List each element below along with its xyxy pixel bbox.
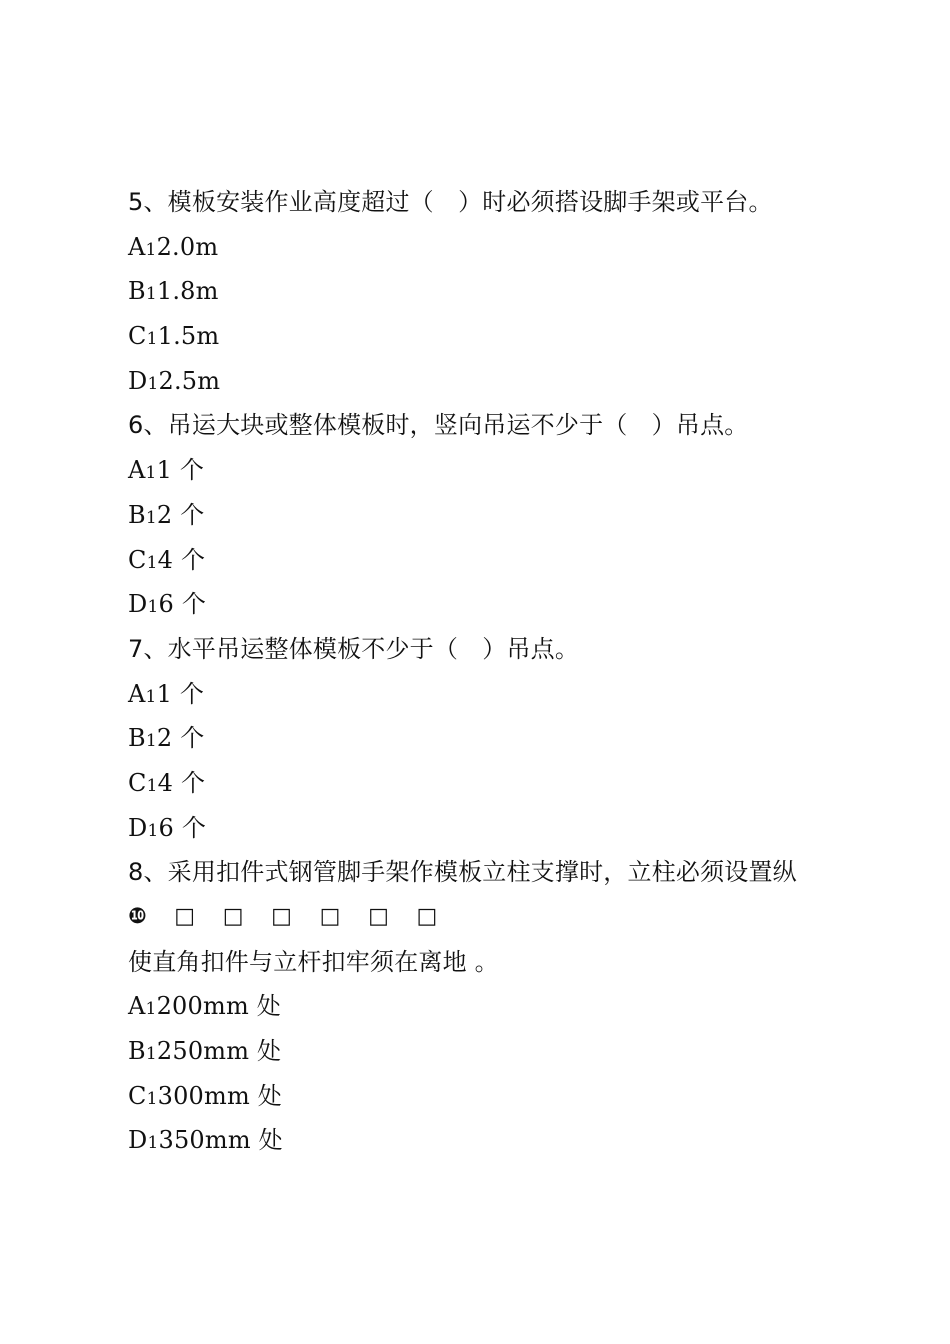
option-separator: 1 bbox=[145, 239, 157, 260]
option-unit: 个 bbox=[181, 590, 207, 619]
question-7-option-b bbox=[128, 716, 848, 761]
option-separator: 1 bbox=[145, 507, 157, 528]
question-8-option-b bbox=[128, 1029, 848, 1074]
question-6-stem: 6、吊运大块或整体模板时，竖向吊运不少于（ ）吊点。 bbox=[128, 411, 749, 440]
option-letter: D bbox=[128, 366, 148, 395]
option-unit: 个 bbox=[181, 813, 207, 842]
option-letter: A bbox=[128, 232, 146, 261]
option-value: 300mm bbox=[157, 1081, 250, 1110]
option-letter: D bbox=[128, 813, 148, 842]
option-letter: C bbox=[128, 1081, 147, 1110]
option-separator: 1 bbox=[147, 373, 159, 394]
question-8-stem: 8、采用扣件式钢管脚手架作模板立柱支撑时，立柱必须设置纵 bbox=[128, 858, 797, 887]
option-letter: C bbox=[128, 322, 147, 351]
option-separator: 1 bbox=[146, 775, 158, 796]
question-8-stem-continued: 使直角扣件与立杆扣牢须在离地 。 bbox=[128, 947, 499, 976]
question-list bbox=[128, 180, 848, 1163]
option-letter: A bbox=[128, 456, 146, 485]
question-6-option-d bbox=[128, 582, 848, 627]
option-unit: 个 bbox=[180, 724, 205, 753]
option-letter: B bbox=[128, 1037, 146, 1066]
option-value: 2.0m bbox=[156, 232, 219, 261]
option-separator: 1 bbox=[147, 820, 159, 841]
option-letter: B bbox=[128, 724, 146, 753]
question-6-option-a bbox=[128, 448, 848, 493]
option-letter: A bbox=[128, 992, 146, 1021]
option-unit: 个 bbox=[180, 500, 205, 529]
option-separator: 1 bbox=[146, 329, 158, 350]
option-separator: 1 bbox=[145, 686, 157, 707]
option-separator: 1 bbox=[145, 284, 157, 305]
question-8-option-a bbox=[128, 984, 848, 1029]
option-separator: 1 bbox=[145, 1044, 157, 1065]
option-letter: A bbox=[128, 679, 146, 708]
question-8-garbled-text: ❿ □ □ □ □ □ □ bbox=[128, 904, 448, 929]
option-unit: 处 bbox=[257, 1081, 282, 1110]
question-7-option-a bbox=[128, 672, 848, 717]
question-5-option-d bbox=[128, 359, 848, 404]
option-value: 1.5m bbox=[157, 322, 220, 351]
question-5-option-a bbox=[128, 225, 848, 270]
option-value: 4 bbox=[157, 768, 174, 797]
question-6-option-b bbox=[128, 493, 848, 538]
question-5-option-c bbox=[128, 314, 848, 359]
option-value: 2.5m bbox=[158, 366, 221, 395]
option-value: 2 bbox=[156, 724, 173, 753]
option-separator: 1 bbox=[147, 597, 159, 618]
option-unit: 个 bbox=[180, 768, 206, 797]
question-8-option-d bbox=[128, 1118, 848, 1163]
option-unit: 处 bbox=[258, 1126, 283, 1155]
option-unit: 个 bbox=[179, 456, 205, 485]
option-value: 350mm bbox=[158, 1126, 251, 1155]
option-value: 6 bbox=[158, 813, 174, 842]
question-6-option-c bbox=[128, 538, 848, 583]
option-separator: 1 bbox=[146, 1088, 158, 1109]
option-value: 1 bbox=[156, 679, 173, 708]
option-letter: B bbox=[128, 500, 146, 529]
question-7-stem: 7、水平吊运整体模板不少于（ ）吊点。 bbox=[128, 634, 580, 663]
option-value: 1.8m bbox=[156, 277, 219, 306]
question-8-option-c bbox=[128, 1074, 848, 1119]
question-7-option-d bbox=[128, 806, 848, 851]
option-unit: 个 bbox=[180, 545, 206, 574]
option-value: 250mm bbox=[156, 1037, 250, 1066]
option-separator: 1 bbox=[145, 999, 157, 1020]
option-letter: B bbox=[128, 277, 146, 306]
option-letter: C bbox=[128, 545, 147, 574]
option-separator: 1 bbox=[145, 731, 157, 752]
option-letter: C bbox=[128, 768, 147, 797]
option-unit: 处 bbox=[257, 1037, 282, 1066]
option-value: 2 bbox=[156, 500, 173, 529]
option-value: 6 bbox=[158, 590, 174, 619]
option-value: 1 bbox=[156, 456, 173, 485]
option-unit: 个 bbox=[179, 679, 205, 708]
question-5-option-b bbox=[128, 269, 848, 314]
option-value: 200mm bbox=[156, 992, 249, 1021]
question-5-stem: 5、模板安装作业高度超过（ ）时必须搭设脚手架或平台。 bbox=[128, 188, 773, 216]
option-letter: D bbox=[128, 1126, 148, 1155]
option-separator: 1 bbox=[147, 1133, 159, 1154]
option-unit: 处 bbox=[256, 992, 281, 1021]
question-7-option-c bbox=[128, 761, 848, 806]
option-separator: 1 bbox=[145, 463, 157, 484]
option-letter: D bbox=[128, 590, 148, 619]
option-value: 4 bbox=[157, 545, 174, 574]
option-separator: 1 bbox=[146, 552, 158, 573]
